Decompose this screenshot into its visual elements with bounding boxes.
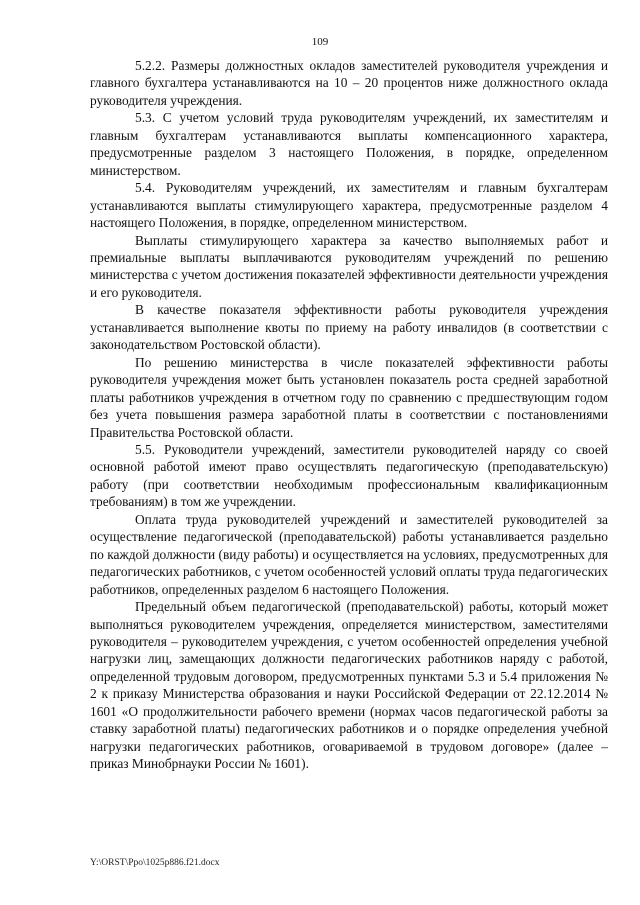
document-body: [90, 57, 608, 773]
paragraph-5-3: 5.3. С учетом условий труда руководителям учреждений, их заместителям и главным бухгалтерам устанавливаются выплаты компенсационного характера, предусмотренные разделом 3 настоящего Положения, в порядке, определенном министерством.: [90, 110, 608, 178]
paragraph-teaching-pay: Оплата труда руководителей учреждений и заместителей руководителей за осуществление педагогической (преподавательской) работы устанавливается раздельно по каждой должности (виду работы) и осуществляется на условиях, предусмотренных для педагогических работников, с учетом особенностей условий оплаты труда педагогических работников, определенных разделом 6 настоящего Положения.: [90, 511, 608, 597]
paragraph-teaching-limit: Предельный объем педагогической (преподавательской) работы, который может выполняться руководителем учреждения, определяется министерством, заместителями руководителя – руководителем учреждения, с учетом особенностей определения учебной нагрузки лиц, замещающих должности педагогических работников наряду с работой, определенной трудовым договором, предусмотренных пунктами 5.3 и 5.4 приложения № 2 к приказу Министерства образования и науки Российской Федерации от 22.12.2014 № 1601 «О продолжительности рабочего времени (нормах часов педагогической работы за ставку заработной платы) педагогических работников и о порядке определения учебной нагрузки педагогических работников, оговариваемой в трудовом договоре» (далее – приказ Минобрнауки России № 1601).: [90, 599, 608, 772]
page-number: 109: [311, 36, 329, 48]
paragraph-5-2-2: 5.2.2. Размеры должностных окладов заместителей руководителя учреждения и главного бухгалтера устанавливаются на 10 – 20 процентов ниже должностного оклада руководителя учреждения.: [90, 58, 608, 108]
paragraph-5-4: 5.4. Руководителям учреждений, их заместителям и главным бухгалтерам устанавливаются выплаты стимулирующего характера, предусмотренные разделом 4 настоящего Положения, в порядке, определенном министерством.: [90, 180, 608, 231]
paragraph-5-5: 5.5. Руководители учреждений, заместители руководителей наряду со своей основной работой имеют право осуществлять педагогическую (преподавательскую) работу (при соответствии необходимым профессиональным квалификационным требованиям) в том же учреждении.: [90, 441, 608, 510]
paragraph-salary-growth: По решению министерства в числе показателей эффективности работы руководителя учреждения может быть установлен показатель роста средней заработной платы работников учреждения в отчетном году по сравнению с предшествующим годом без учета повышения размера заработной платы в соответствии с постановлениями Правительства Ростовской области.: [90, 354, 608, 440]
paragraph-disabled-quota: В качестве показателя эффективности работы руководителя учреждения устанавливается выполнение квоты по приему на работу инвалидов (в соответствии с законодательством Ростовской области).: [90, 302, 608, 353]
paragraph-incentive-payments: Выплаты стимулирующего характера за качество выполняемых работ и премиальные выплаты выплачиваются руководителям учреждений по решению министерства с учетом достижения показателей эффективности деятельности учреждения и его руководителя.: [90, 232, 608, 300]
footer-file-path: Y:\ORST\Ppo\1025p886.f21.docx: [90, 858, 220, 868]
